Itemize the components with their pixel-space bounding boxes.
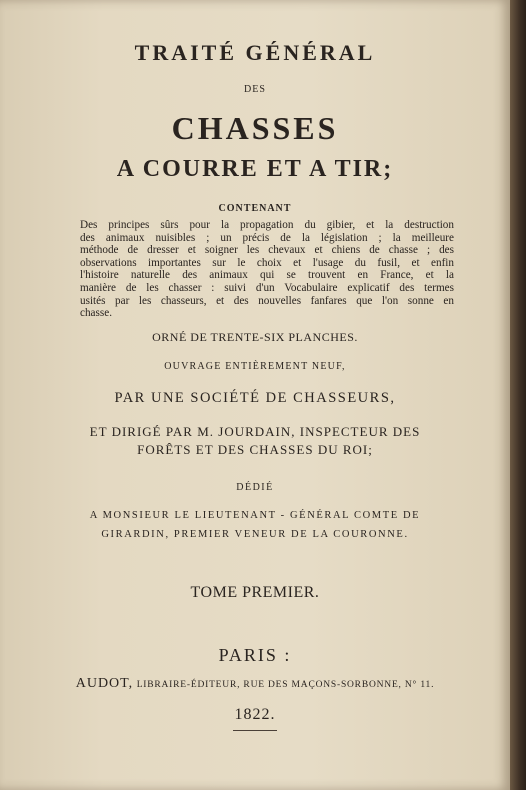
description-line: chasse. — [80, 307, 112, 320]
book-edge — [510, 0, 526, 790]
description-paragraph — [80, 219, 454, 320]
description-line: des animaux nuisibles ; un précis de la législation ; la meilleure — [80, 231, 454, 244]
title-main: CHASSES — [171, 110, 339, 146]
description-line: usités par les chasseurs, et des nouvelles fanfares que l'on sonne en — [80, 294, 454, 307]
contenant-heading: CONTENANT — [218, 203, 292, 214]
imprint-year: 1822. — [234, 706, 276, 723]
description-line: manière de les chasser : suivi d'un Vocabulaire explicatif des termes — [80, 281, 454, 294]
author-line: PAR UNE SOCIÉTÉ DE CHASSEURS, — [114, 390, 396, 406]
imprint-city: PARIS : — [218, 645, 292, 665]
volume-line: TOME PREMIER. — [190, 584, 320, 601]
title-line-1: TRAITÉ GÉNÉRAL — [134, 40, 376, 65]
description-line: l'histoire naturelle des animaux qui se trouvent en France, et la — [80, 269, 454, 282]
imprint-publisher — [0, 676, 510, 692]
description-line: Des principes sûrs pour la propagation du gibier, et la destruction — [80, 219, 454, 231]
director-line-1: ET DIRIGÉ PAR M. JOURDAIN, INSPECTEUR DES — [89, 424, 421, 439]
dedication-line-1: A MONSIEUR LE LIEUTENANT - GÉNÉRAL COMTE DE — [89, 510, 421, 521]
orne-line: ORNÉ DE TRENTE-SIX PLANCHES. — [152, 330, 358, 344]
dedication-line-2: GIRARDIN, PREMIER VENEUR DE LA COURONNE. — [101, 529, 409, 540]
description-line: méthode de dresser et soigner les chevaux et chiens de chasse ; des — [80, 244, 454, 257]
publisher-address: LIBRAIRE-ÉDITEUR, RUE DES MAÇONS-SORBONNE, N° 11. — [136, 680, 435, 690]
publisher-name: AUDOT, — [75, 676, 134, 691]
ouvrage-line: OUVRAGE ENTIÈREMENT NEUF, — [164, 361, 346, 372]
title-des: DES — [244, 84, 266, 95]
title-subtitle: A COURRE ET A TIR; — [116, 156, 394, 182]
dedie-heading: DÉDIÉ — [236, 482, 274, 493]
director-line-2: FORÊTS ET DES CHASSES DU ROI; — [137, 442, 373, 457]
divider-rule — [233, 730, 277, 731]
description-line: observations importantes sur le choix et l'usage du fusil, et enfin — [80, 256, 454, 269]
